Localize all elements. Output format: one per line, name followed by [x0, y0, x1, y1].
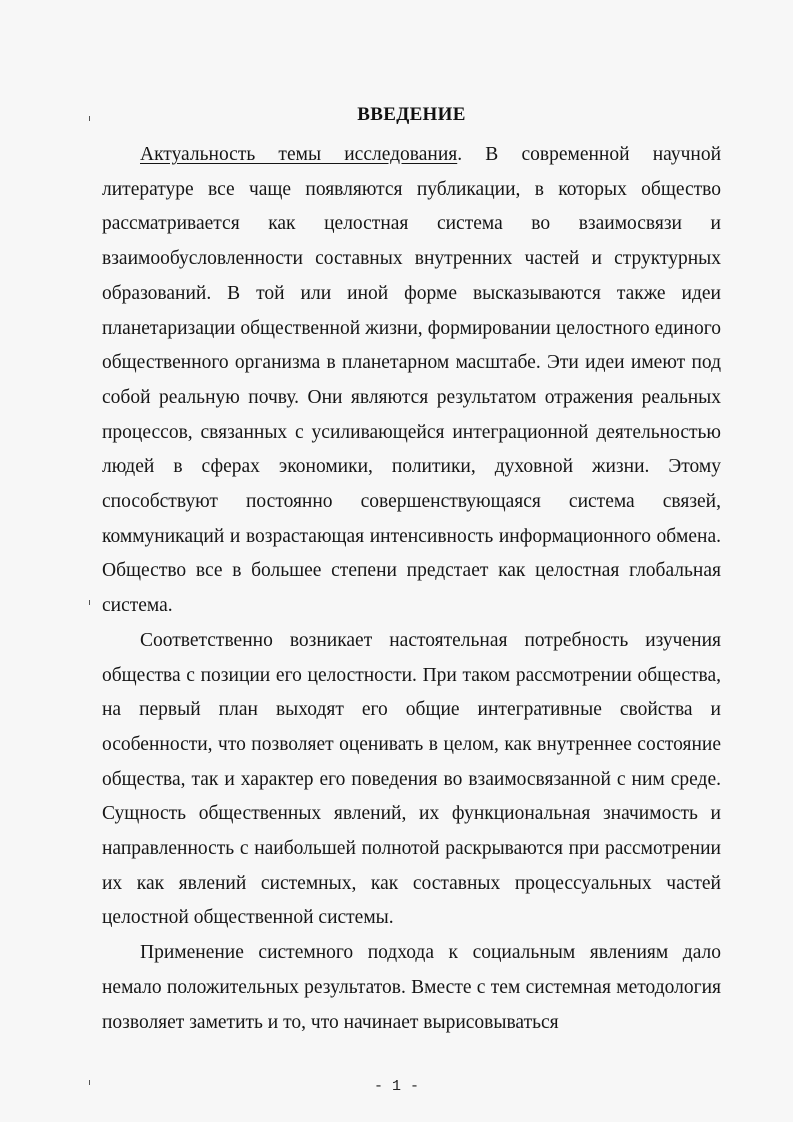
paragraph-3: Применение системного подхода к социальным явлениям дало немало положительных результатов. Вместе с тем системная методология позволяет заметить и то, что начинает вырисовываться: [102, 942, 721, 1033]
paragraph-lead-underlined: Актуальность темы исследования: [140, 144, 458, 165]
paragraph-2: Соответственно возникает настоятельная потребность изучения общества с позиции его целостности. При таком рассмотрении общества, на первый план выходят его общие интегративные свойства и особенности, что позволяет оценивать в целом, как внутреннее состояние общества, так и характер его поведения во взаимосвязанной с ним среде. Сущность общественных явлений, их функциональная значимость и направленность с наибольшей полнотой раскрываются при рассмотрении их как явлений системных, как составных процессуальных частей целостной общественной системы.: [102, 629, 721, 929]
margin-mark: [89, 600, 90, 605]
page-number: - 1 -: [373, 1078, 419, 1095]
paragraph-1: [102, 138, 721, 624]
paragraph-text: . В современной научной литературе все чаще появляются публикации, в которых общество рассматривается как целостная система во взаимосвязи и взаимообусловленности составных внутренних частей и структурных образований. В той или иной форме высказываются также идеи планетаризации общественной жизни, формировании целостного единого общественного организма в планетарном масштабе. Эти идеи имеют под собой реальную почву. Они являются результатом отражения реальных процессов, связанных с усиливающейся интеграционной деятельностью людей в сферах экономики, политики, духовной жизни. Этому способствуют постоянно совершенствующаяся система связей, коммуникаций и возрастающая интенсивность информационного обмена. Общество все в большее степени предстает как целостная глобальная система.: [102, 144, 722, 617]
document-body: [102, 138, 721, 1040]
page-title: ВВЕДЕНИЕ: [357, 104, 466, 125]
